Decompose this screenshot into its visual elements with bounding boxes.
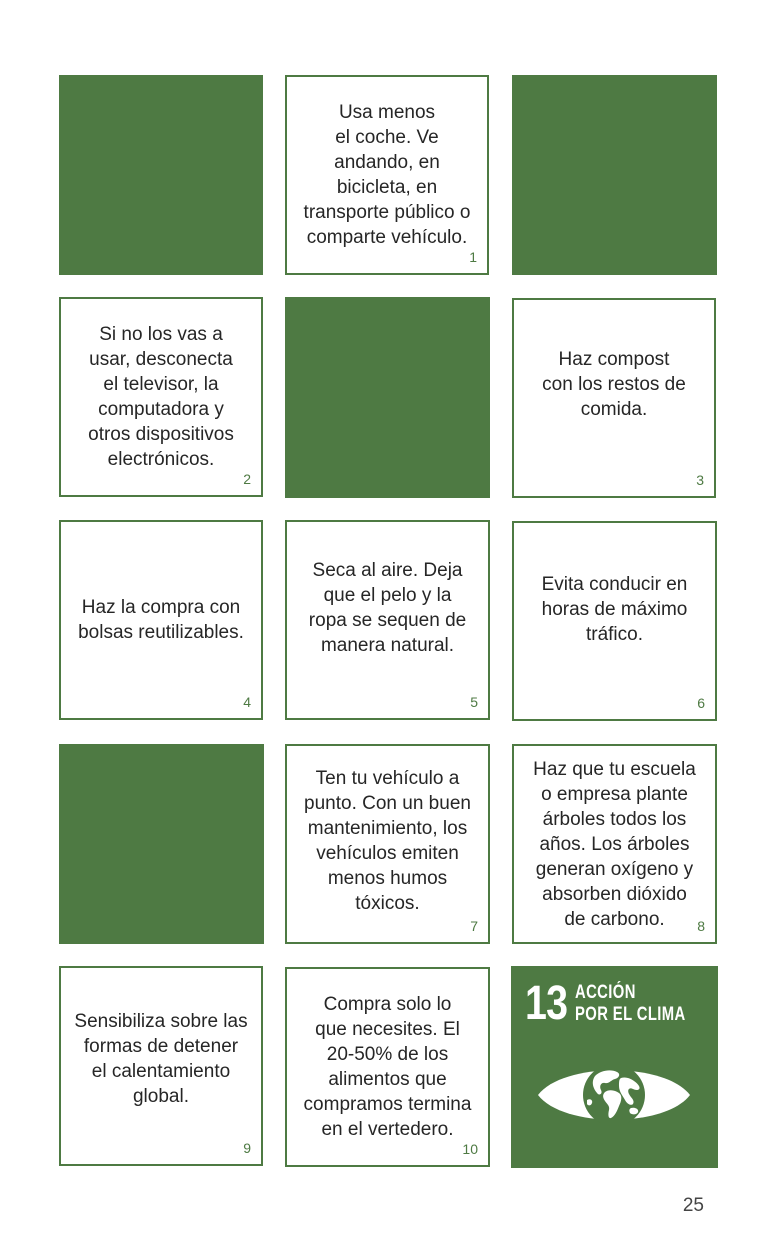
tip-card-2 — [59, 297, 263, 497]
sdg-13-logo — [511, 966, 718, 1168]
tip-number: 2 — [243, 471, 251, 487]
tip-number: 4 — [243, 694, 251, 710]
tip-number: 1 — [469, 249, 477, 265]
green-block — [512, 75, 717, 275]
tip-text: Seca al aire. Deja que el pelo y la ropa se sequen de manera natural. — [308, 560, 467, 656]
tip-number: 9 — [243, 1140, 251, 1156]
tip-number: 10 — [462, 1141, 478, 1157]
tip-card-4 — [59, 520, 263, 720]
tip-card-9 — [59, 966, 263, 1166]
tip-card-6 — [512, 521, 717, 721]
eye-globe-icon — [535, 1056, 693, 1134]
tip-text: Haz que tu escuela o empresa plante árboles todos los años. Los árboles generan oxígeno y absorben dióxido de carbono. — [533, 758, 696, 930]
tip-card-3 — [512, 298, 716, 498]
tip-number: 8 — [697, 918, 705, 934]
tip-number: 6 — [697, 695, 705, 711]
tip-text: Si no los vas a usar, desconecta el televisor, la computadora y otros dispositivos electrónicos. — [88, 324, 234, 470]
tip-text: Compra solo lo que necesites. El 20-50% de los alimentos que compramos termina en el vertedero. — [303, 994, 472, 1140]
page-number: 25 — [682, 1195, 704, 1216]
green-block — [59, 744, 264, 944]
tip-card-10 — [285, 967, 490, 1167]
tip-text: Haz la compra con bolsas reutilizables. — [78, 597, 244, 643]
green-block — [285, 297, 490, 498]
tip-number: 3 — [696, 472, 704, 488]
tip-card-8 — [512, 744, 717, 944]
tip-text: Evita conducir en horas de máximo tráfico. — [541, 573, 688, 645]
sdg-title: ACCIÓN POR EL CLIMA — [575, 982, 686, 1025]
tip-card-7 — [285, 744, 490, 944]
tip-card-1 — [285, 75, 489, 275]
tip-text: Usa menos el coche. Ve andando, en bicicleta, en transporte público o comparte vehículo. — [303, 102, 471, 248]
tip-text: Sensibiliza sobre las formas de detener el calentamiento global. — [74, 1011, 248, 1107]
tip-card-5 — [285, 520, 490, 720]
green-block — [59, 75, 263, 275]
sdg-number: 13 — [525, 977, 568, 1030]
tip-number: 5 — [470, 694, 478, 710]
tip-text: Haz compost con los restos de comida. — [542, 348, 686, 420]
tip-number: 7 — [470, 918, 478, 934]
tip-text: Ten tu vehículo a punto. Con un buen mantenimiento, los vehículos emiten menos humos tóxicos. — [304, 768, 471, 914]
